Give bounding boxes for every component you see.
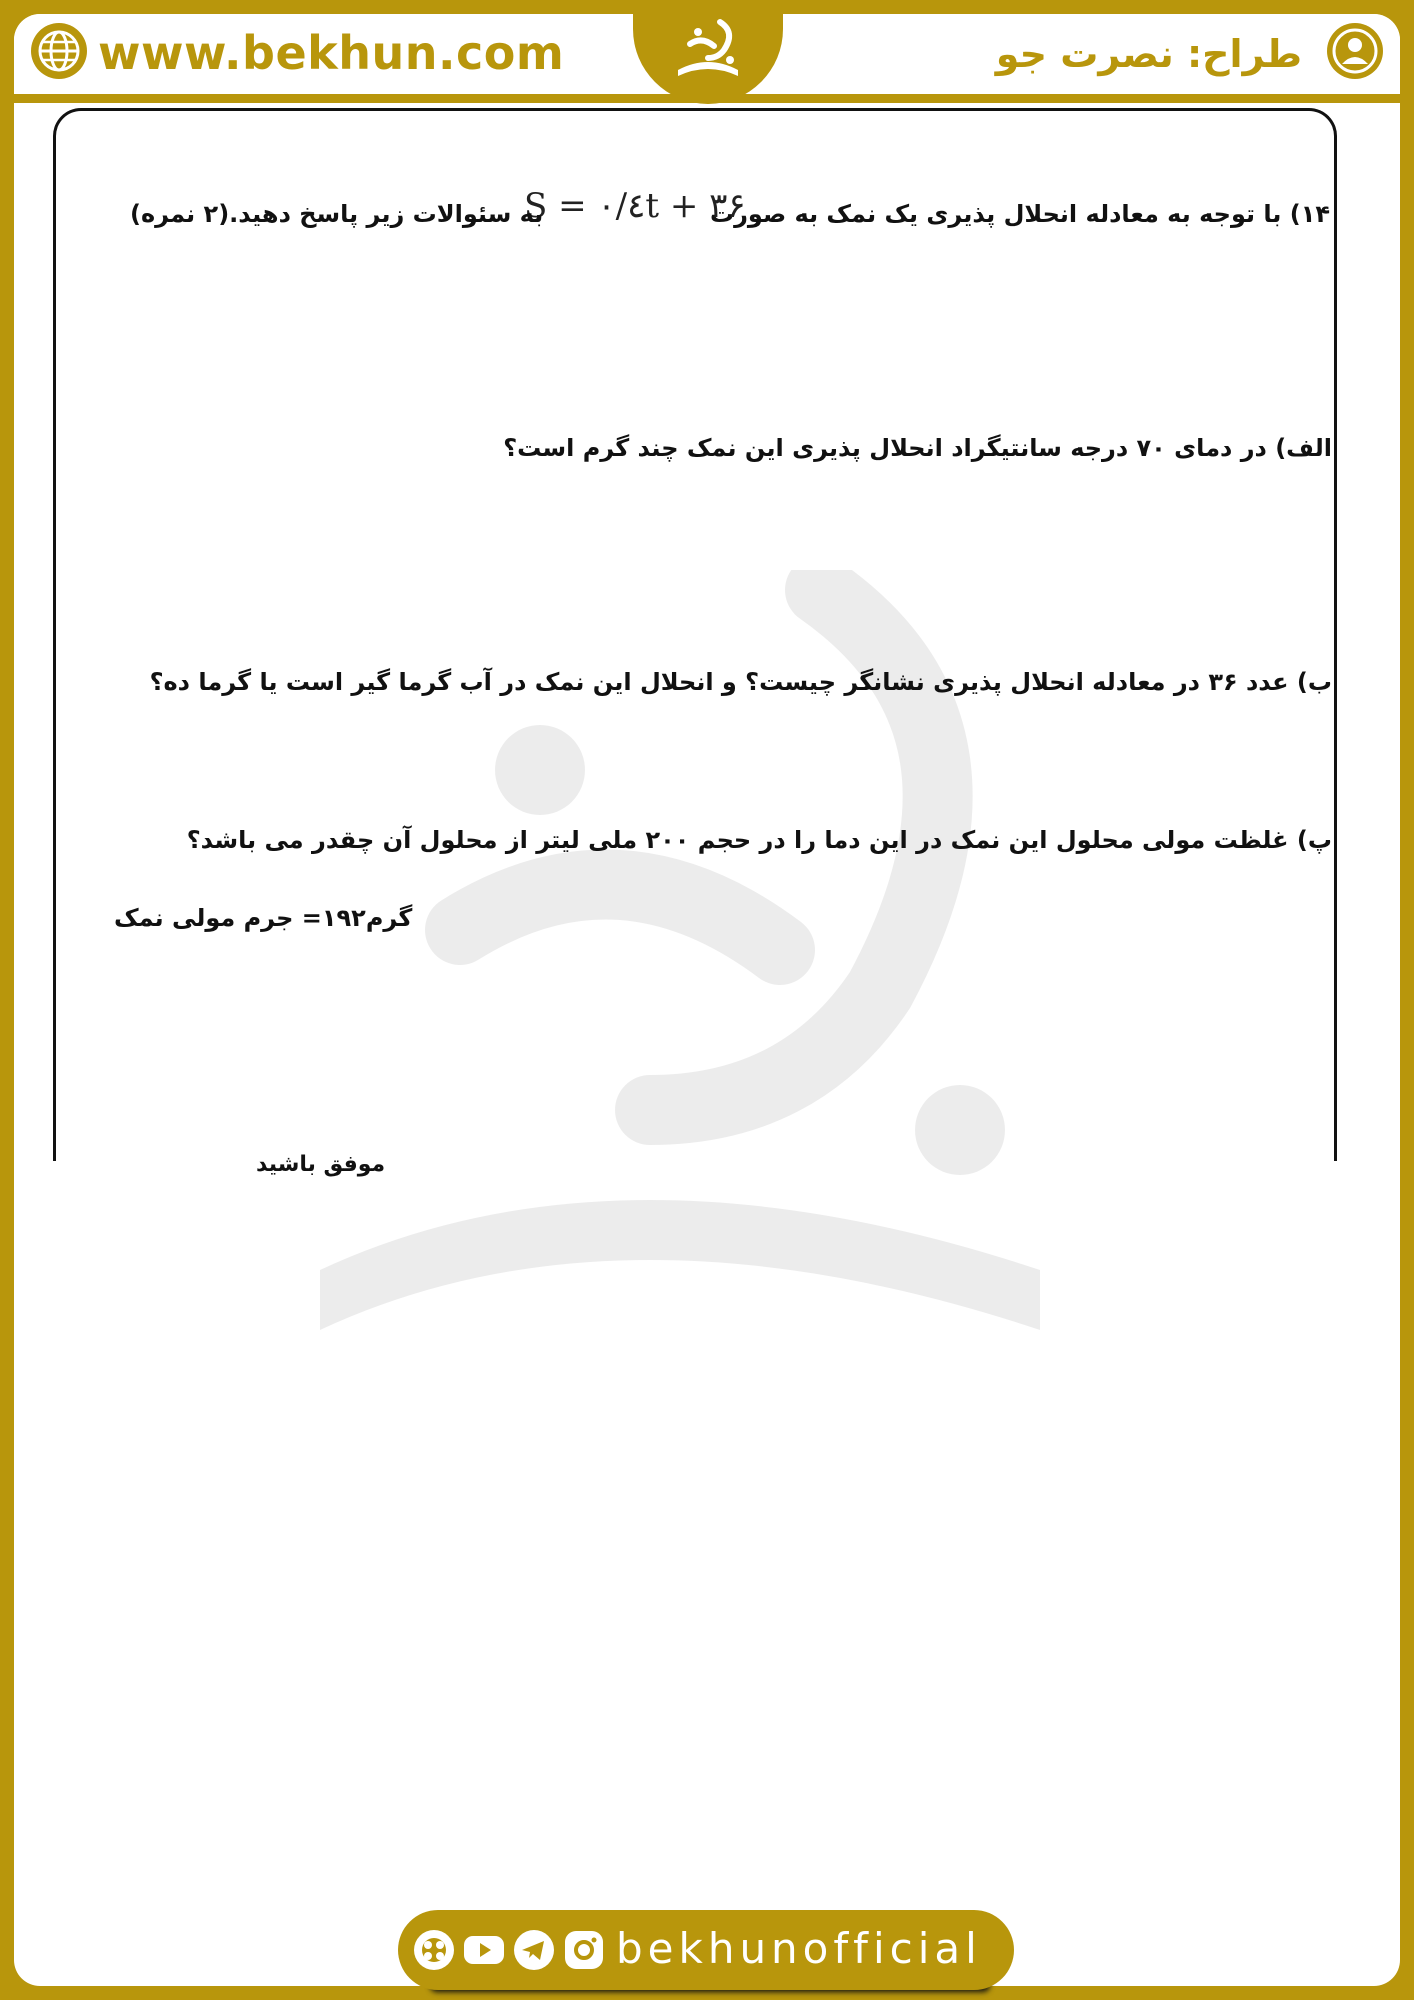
watermark-logo-icon xyxy=(320,570,1120,1470)
social-handle[interactable]: bekhunofficial xyxy=(616,1924,982,1973)
aparat-icon[interactable] xyxy=(412,1928,456,1972)
solubility-formula: S = ۰/٤t + ۳۶ xyxy=(524,186,746,226)
logo xyxy=(633,0,783,104)
youtube-icon[interactable] xyxy=(462,1928,506,1972)
footer-social-bar xyxy=(398,1910,1014,1990)
question-14-instruction: به سئوالات زیر پاسخ دهید.(۲ نمره) xyxy=(130,200,544,228)
question-part-b: ب) عدد ۳۶ در معادله انحلال پذیری نشانگر چیست؟ و انحلال این نمک در آب گرما گیر است یا گرما ده؟ xyxy=(149,668,1332,696)
telegram-icon[interactable] xyxy=(512,1928,556,1972)
question-part-a: الف) در دمای ۷۰ درجه سانتیگراد انحلال پذیری این نمک چند گرم است؟ xyxy=(503,434,1332,462)
molar-mass-note: گرم۱۹۲= جرم مولی نمک xyxy=(114,904,413,932)
globe-icon xyxy=(28,20,90,82)
header xyxy=(14,14,1400,103)
question-14-intro: ۱۴) با توجه به معادله انحلال پذیری یک نمک به صورت xyxy=(709,200,1330,228)
designer-name: طراح: نصرت جو xyxy=(995,32,1302,76)
instagram-icon[interactable] xyxy=(562,1928,606,1972)
user-icon xyxy=(1324,20,1386,82)
logo-icon xyxy=(668,14,748,88)
closing-wish: موفق باشید xyxy=(256,1152,386,1177)
question-part-c: پ) غلظت مولی محلول این نمک در این دما را در حجم ۲۰۰ ملی لیتر از محلول آن چقدر می باشد؟ xyxy=(186,826,1332,854)
site-url[interactable]: www.bekhun.com xyxy=(98,26,565,80)
